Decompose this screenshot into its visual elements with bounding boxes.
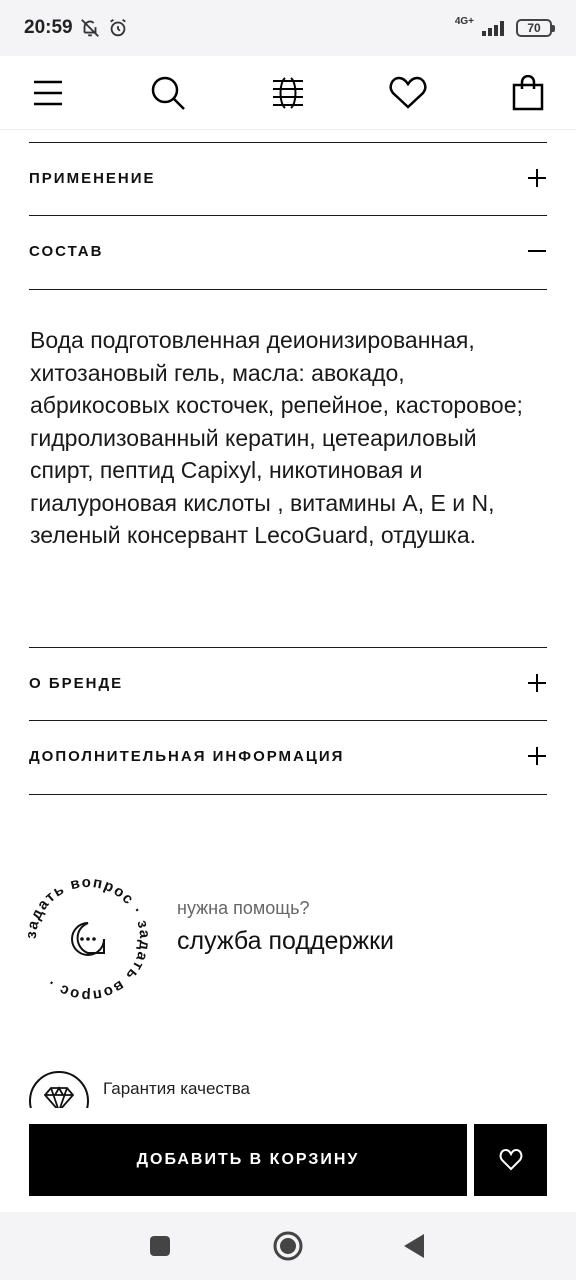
heart-icon [389, 76, 427, 110]
ask-question-badge[interactable] [24, 875, 152, 1003]
shopping-bag-icon [512, 75, 544, 111]
system-nav-bar [0, 1212, 576, 1280]
chat-bubble-icon [72, 923, 104, 955]
search-button[interactable] [145, 70, 191, 116]
divider [29, 289, 547, 290]
accordion-title: ДОПОЛНИТЕЛЬНАЯ ИНФОРМАЦИЯ [29, 747, 345, 765]
divider [29, 142, 547, 143]
minus-icon [527, 241, 547, 261]
accordion-composition[interactable] [29, 233, 547, 269]
network-type: 4G+ [454, 15, 474, 27]
accordion-application[interactable] [29, 160, 547, 196]
recents-button[interactable] [142, 1228, 178, 1264]
divider [29, 794, 547, 795]
brand-logo-icon [272, 77, 304, 109]
accordion-brand[interactable] [29, 665, 547, 701]
top-nav [0, 56, 576, 130]
circle-home-icon [272, 1230, 304, 1262]
help-subtitle: нужна помощь? [177, 898, 310, 918]
divider [29, 720, 547, 721]
home-logo-button[interactable] [265, 70, 311, 116]
cart-button[interactable] [505, 70, 551, 116]
accordion-extra-info[interactable] [29, 738, 547, 774]
search-icon [150, 75, 186, 111]
cta-bar [0, 1108, 576, 1212]
bell-off-icon [79, 17, 101, 39]
status-bar [0, 0, 576, 56]
wishlist-button[interactable] [385, 70, 431, 116]
plus-icon [527, 168, 547, 188]
square-icon [149, 1235, 171, 1257]
guarantee-label: Гарантия качества [103, 1079, 250, 1098]
accordion-title: ПРИМЕНЕНИЕ [29, 169, 156, 187]
plus-icon [527, 673, 547, 693]
add-to-cart-button[interactable]: ДОБАВИТЬ В КОРЗИНУ [29, 1124, 467, 1196]
back-button[interactable] [396, 1228, 432, 1264]
accordion-title: О БРЕНДЕ [29, 674, 124, 692]
add-to-wishlist-button[interactable] [474, 1124, 547, 1196]
support-link[interactable]: служба поддержки [177, 927, 394, 955]
plus-icon [527, 746, 547, 766]
signal-icon [482, 20, 508, 36]
composition-text: Вода подготовленная деионизированная, хитозановый гель, масла: авокадо, абрикосовых косточек, репейное, касторовое; гидролизованный кератин, цетеариловый спирт, пептид Capixyl, никотиновая и гиалуроновая кислоты , витамины А, Е и N, зеленый консервант LecoGuard, отдушка. [30, 327, 523, 548]
divider [29, 647, 547, 648]
status-time: 20:59 [24, 17, 73, 38]
menu-button[interactable] [25, 70, 71, 116]
triangle-back-icon [402, 1233, 426, 1259]
accordion-title: СОСТАВ [29, 242, 104, 260]
battery-indicator: 70 [516, 19, 552, 37]
badge-circular-text: задать вопрос · задать вопрос · [24, 875, 152, 1003]
divider [29, 215, 547, 216]
alarm-icon [107, 17, 129, 39]
home-button[interactable] [270, 1228, 306, 1264]
ask-question-badge-graphic [24, 875, 152, 1003]
menu-icon [32, 79, 64, 107]
heart-icon [499, 1149, 523, 1171]
